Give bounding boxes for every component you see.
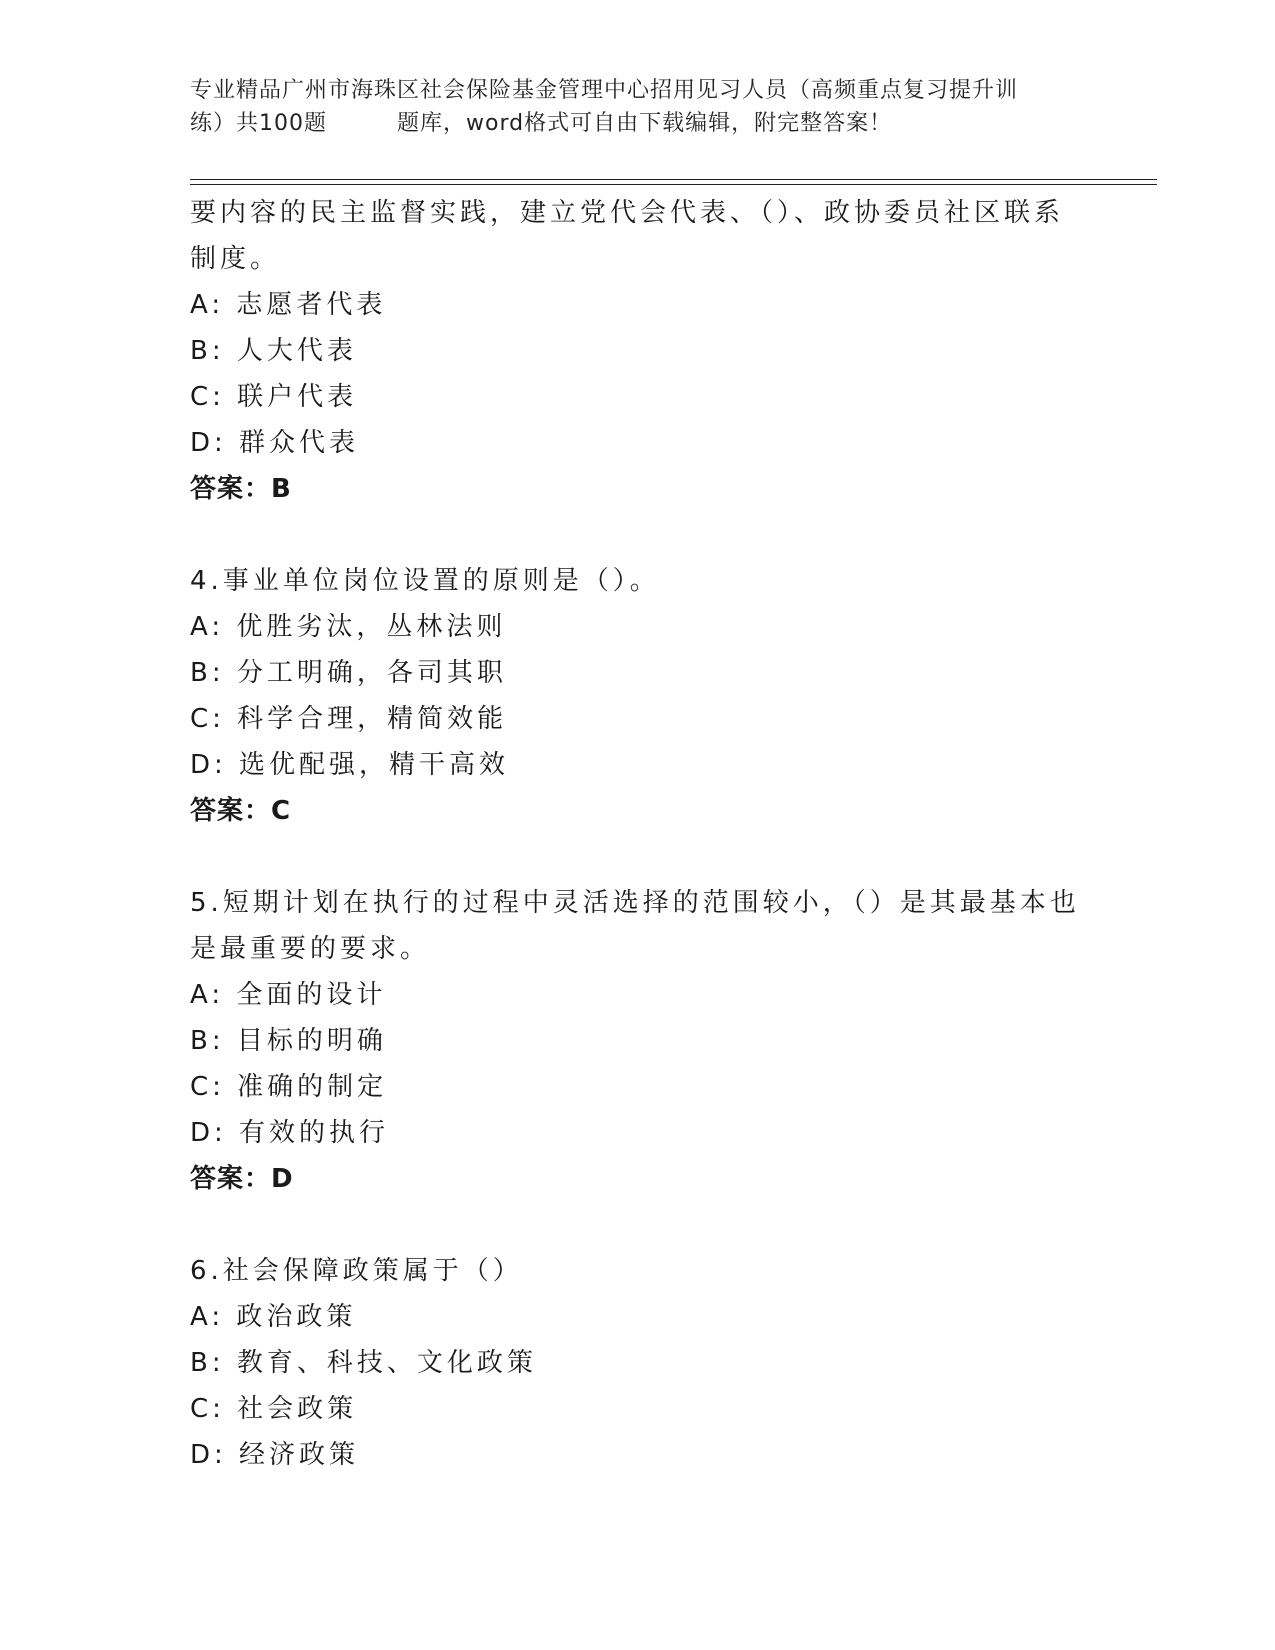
question-text: 5.短期计划在执行的过程中灵活选择的范围较小，（）是其最基本也 bbox=[190, 888, 1080, 918]
option-b: B: 教育、科技、文化政策 bbox=[190, 1348, 537, 1378]
question-5 bbox=[190, 880, 1090, 1202]
document-header bbox=[190, 74, 1090, 140]
answer-line: 答案：D bbox=[190, 1164, 294, 1194]
question-4 bbox=[190, 558, 1090, 834]
question-text: 制度。 bbox=[190, 244, 281, 274]
question-text: 是最重要的要求。 bbox=[190, 934, 431, 964]
header-title-line-2 bbox=[190, 107, 1090, 140]
option-c: C: 社会政策 bbox=[190, 1394, 358, 1424]
header-title-line-1: 专业精品广州市海珠区社会保险基金管理中心招用见习人员（高频重点复习提升训 bbox=[190, 78, 1019, 103]
option-c: C: 准确的制定 bbox=[190, 1072, 388, 1102]
option-d: D: 选优配强，精干高效 bbox=[190, 750, 510, 780]
header-title-part-a: 练）共100题 bbox=[190, 111, 327, 136]
question-list bbox=[190, 190, 1090, 1478]
option-d: D: 有效的执行 bbox=[190, 1118, 390, 1148]
option-a: A: 志愿者代表 bbox=[190, 290, 387, 320]
option-a: A: 全面的设计 bbox=[190, 980, 387, 1010]
option-c: C: 联户代表 bbox=[190, 382, 358, 412]
option-b: B: 目标的明确 bbox=[190, 1026, 387, 1056]
option-b: B: 人大代表 bbox=[190, 336, 357, 366]
header-divider-bottom bbox=[190, 184, 1157, 185]
question-3-continued bbox=[190, 190, 1090, 512]
option-a: A: 优胜劣汰，丛林法则 bbox=[190, 612, 507, 642]
option-d: D: 群众代表 bbox=[190, 428, 360, 458]
option-d: D: 经济政策 bbox=[190, 1440, 360, 1470]
question-text: 4.事业单位岗位设置的原则是（）。 bbox=[190, 566, 660, 596]
question-6 bbox=[190, 1248, 1090, 1478]
option-b: B: 分工明确，各司其职 bbox=[190, 658, 507, 688]
question-text: 6.社会保障政策属于（） bbox=[190, 1256, 523, 1286]
answer-line: 答案：B bbox=[190, 474, 292, 504]
header-divider-top bbox=[190, 179, 1157, 180]
option-c: C: 科学合理，精简效能 bbox=[190, 704, 508, 734]
answer-line: 答案：C bbox=[190, 796, 292, 826]
header-title-part-b: 题库，word格式可自由下载编辑，附完整答案！ bbox=[397, 111, 893, 136]
question-text: 要内容的民主监督实践，建立党代会代表、（）、政协委员社区联系 bbox=[190, 198, 1065, 228]
option-a: A: 政治政策 bbox=[190, 1302, 357, 1332]
